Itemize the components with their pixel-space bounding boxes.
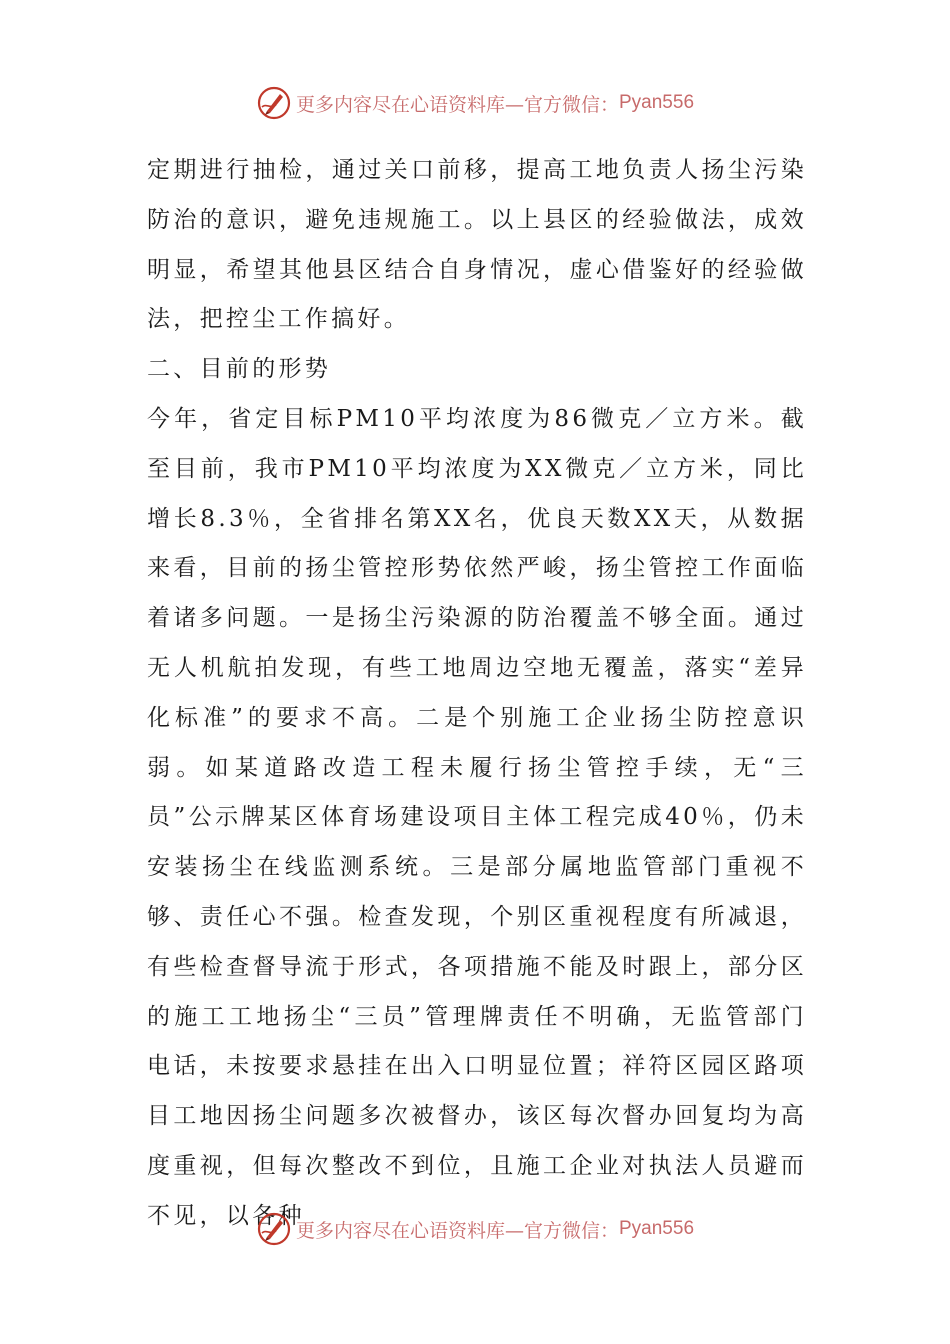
banner-contact: Pyan556	[619, 1218, 695, 1239]
pen-logo-icon	[256, 1211, 292, 1247]
header-banner	[0, 83, 950, 123]
footer-banner	[0, 1209, 950, 1249]
banner-contact: Pyan556	[619, 92, 695, 113]
paragraph: 今年，省定目标PM10平均浓度为86微克／立方米。截至目前，我市PM10平均浓度为XX微克／立方米，同比增长8.3％，全省排名第XX名，优良天数XX天，从数据来看，目前的扬尘管控形势依然严峻，扬尘管控工作面临着诸多问题。一是扬尘污染源的防治覆盖不够全面。通过无人机航拍发现，有些工地周边空地无覆盖，落实“差异化标准”的要求不高。二是个别施工企业扬尘防控意识弱。如某道路改造工程未履行扬尘管控手续，无“三员”公示牌某区体育场建设项目主体工程完成40％，仍未安装扬尘在线监测系统。三是部分属地监管部门重视不够、责任心不强。检查发现，个别区重视程度有所减退，有些检查督导流于形式，各项措施不能及时跟上，部分区的施工工地扬尘“三员”管理牌责任不明确，无监管部门电话，未按要求悬挂在出入口明显位置；祥符区园区路项目工地因扬尘问题多次被督办，该区每次督办回复均为高度重视，但每次整改不到位，且施工企业对执法人员避而不见，以各种	[147, 405, 807, 1229]
banner-text: 更多内容尽在心语资料库—官方微信：	[295, 93, 619, 116]
banner-text: 更多内容尽在心语资料库—官方微信：	[295, 1219, 619, 1242]
section-heading: 二、目前的形势	[147, 356, 332, 383]
paragraph: 定期进行抽检，通过关口前移，提高工地负责人扬尘污染防治的意识，避免违规施工。以上县区的经验做法，成效明显，希望其他县区结合自身情况，虚心借鉴好的经验做法，把控尘工作搞好。	[147, 157, 807, 333]
pen-logo-icon	[256, 85, 292, 121]
document-body	[147, 146, 807, 1242]
